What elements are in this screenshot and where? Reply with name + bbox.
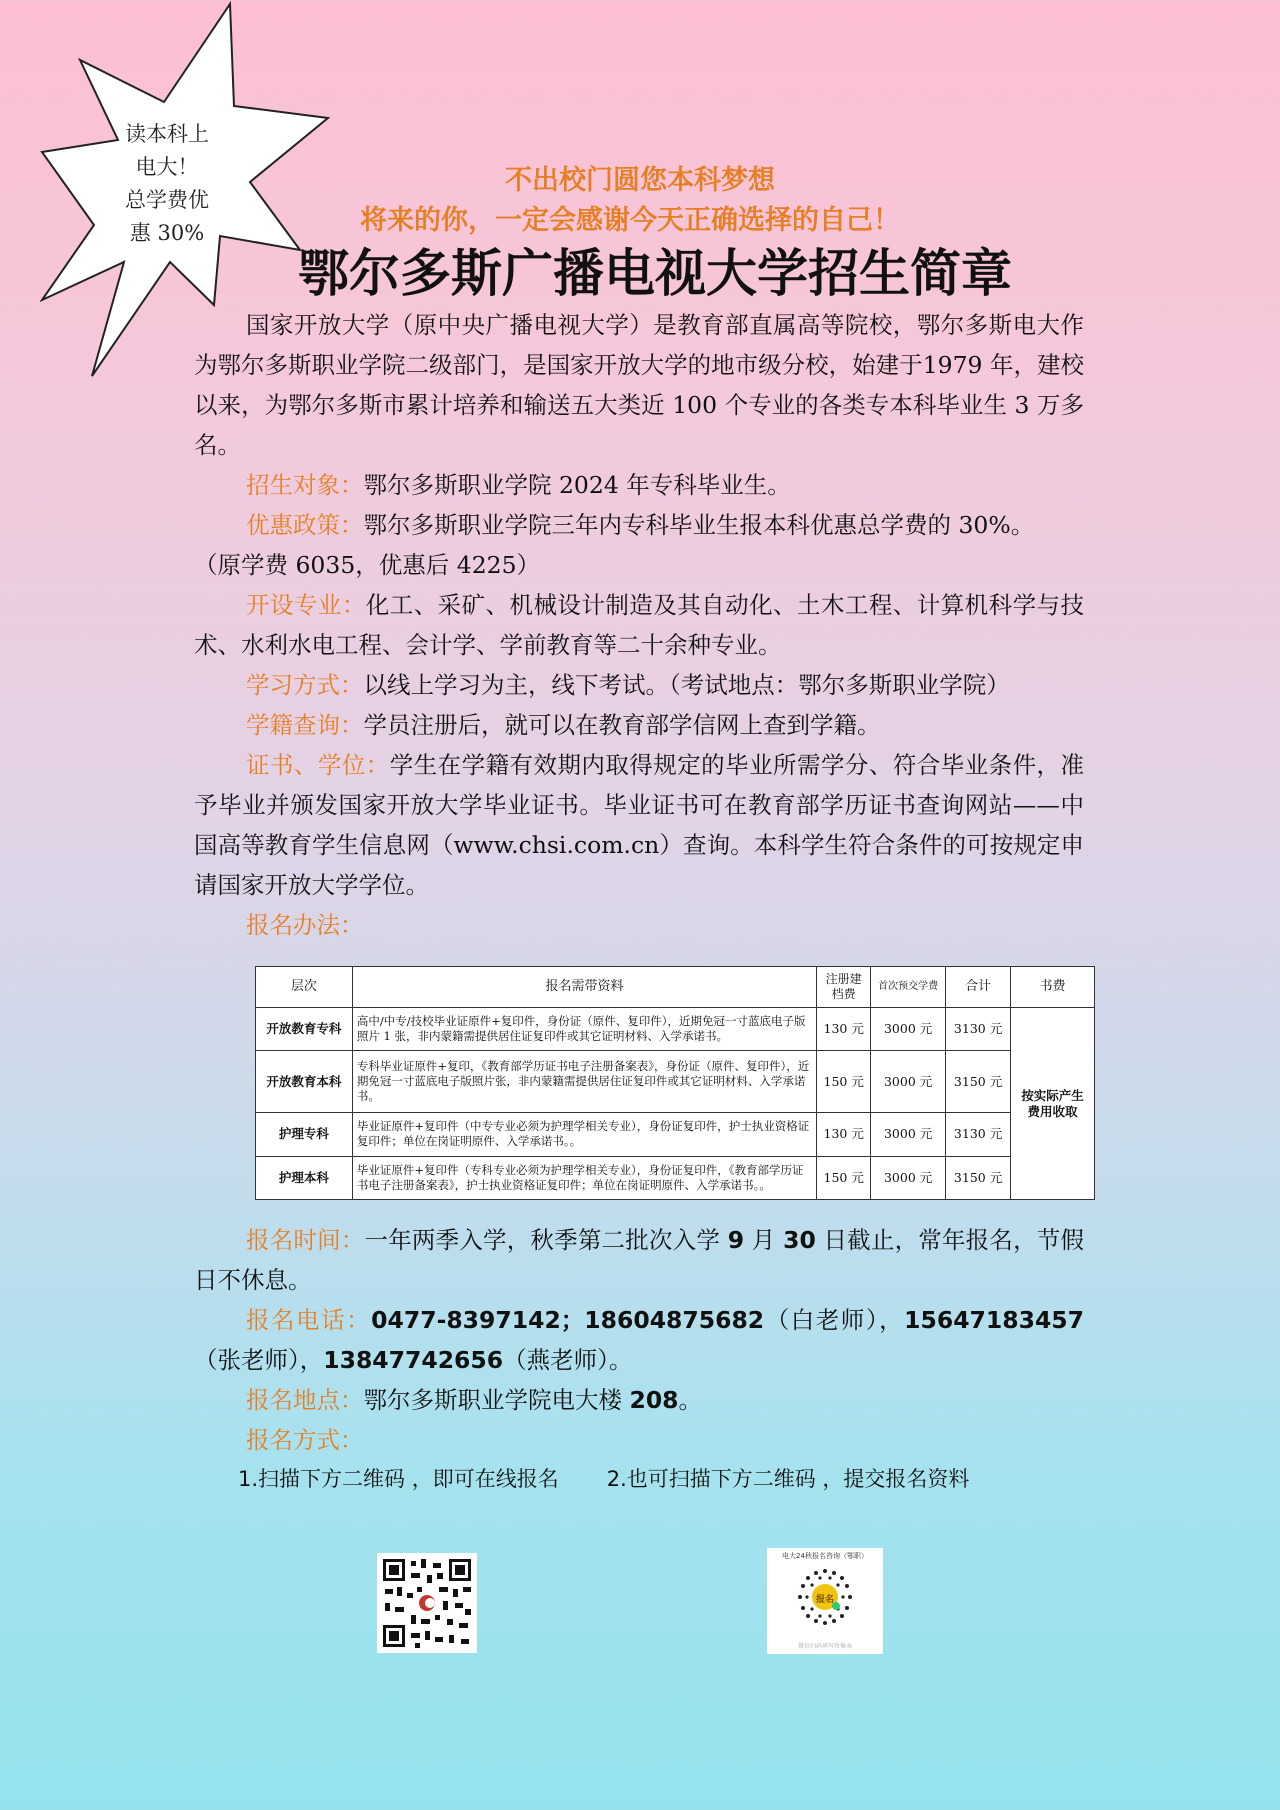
page-title: 鄂尔多斯广播电视大学招生简章 xyxy=(297,245,1012,304)
policy-label: 优惠政策： xyxy=(246,511,364,539)
row-level: 开放教育本科 xyxy=(256,1051,353,1113)
policy-note: （原学费 6035，优惠后 4225） xyxy=(194,551,541,579)
qr2-title: 电大24秋报名咨询（鄂职） xyxy=(782,1552,868,1560)
majors-label: 开设专业： xyxy=(246,591,366,619)
row-reg: 150 元 xyxy=(817,1156,871,1199)
header-docs: 报名需带资料 xyxy=(352,967,816,1008)
registration-info xyxy=(194,1220,1084,1460)
main-content xyxy=(194,305,1084,945)
header-level: 层次 xyxy=(256,967,353,1008)
status-text: 学员注册后，就可以在教育部学信网上查到学籍。 xyxy=(363,711,881,739)
row-tuition: 3000 元 xyxy=(871,1051,946,1113)
table-row xyxy=(256,1008,1095,1051)
row-docs: 高中/中专/技校毕业证原件+复印件，身份证（原件、复印件），近期免冠一寸蓝底电子版照片 1 张，非内蒙籍需提供居住证复印件或其它证明材料、入学承诺书。 xyxy=(352,1008,816,1051)
starburst-line: 总学费优 xyxy=(125,188,209,212)
books-note: 按实际产生费用收取 xyxy=(1011,1008,1095,1200)
phone-teacher-2: （张老师）， xyxy=(194,1346,324,1374)
place-end: 。 xyxy=(678,1386,703,1414)
phone-number-1: 0477-8397142；18604875682 xyxy=(371,1306,765,1334)
cert-label: 证书、学位： xyxy=(246,751,390,779)
method-paragraph xyxy=(194,1420,1084,1460)
qr-code-submit-materials[interactable] xyxy=(767,1548,883,1654)
time-text-a: 一年两季入学，秋季第二批次入学 xyxy=(364,1226,728,1254)
time-day: 30 xyxy=(783,1226,816,1254)
row-level: 护理专科 xyxy=(256,1113,353,1156)
slogan-line-2: 将来的你，一定会感谢今天正确选择的自己！ xyxy=(360,205,900,236)
qr2-footer: 微信扫码填写收集表 xyxy=(797,1643,852,1650)
apply-paragraph xyxy=(194,905,1084,945)
time-text-b: 月 xyxy=(744,1226,784,1254)
qr2-badge: 报名 xyxy=(815,1595,834,1605)
time-text-c: 日截止，常年报名，节假日不休息。 xyxy=(194,1226,1084,1294)
apply-label: 报名办法： xyxy=(246,911,364,939)
row-total: 3150 元 xyxy=(946,1051,1011,1113)
header-total: 合计 xyxy=(946,967,1011,1008)
cert-text: 学生在学籍有效期内取得规定的毕业所需学分、符合毕业条件，准予毕业并颁发国家开放大学毕业证书。毕业证书可在教育部学历证书查询网站——中国高等教育学生信息网（www.chsi.com.cn）查询。本科学生符合条件的可按规定申请国家开放大学学位。 xyxy=(194,751,1085,899)
policy-text: 鄂尔多斯职业学院三年内专科毕业生报本科优惠总学费的 30%。 xyxy=(363,511,1035,539)
target-paragraph xyxy=(194,465,1084,505)
row-level: 开放教育专科 xyxy=(256,1008,353,1051)
phone-teacher-1: （白老师）， xyxy=(764,1306,905,1334)
row-total: 3130 元 xyxy=(946,1113,1011,1156)
cert-paragraph xyxy=(194,745,1084,905)
row-reg: 150 元 xyxy=(817,1051,871,1113)
row-reg: 130 元 xyxy=(817,1008,871,1051)
row-docs: 专科毕业证原件+复印，《教育部学历证书电子注册备案表》，身份证（原件、复印件），近期免冠一寸蓝底电子版照片张，非内蒙籍需提供居住证复印件或其它证明材料、入学承诺书。 xyxy=(352,1051,816,1113)
time-paragraph xyxy=(194,1220,1084,1300)
place-paragraph xyxy=(194,1380,1084,1420)
row-level: 护理本科 xyxy=(256,1156,353,1199)
status-paragraph xyxy=(194,705,1084,745)
study-paragraph xyxy=(194,665,1084,705)
header-reg: 注册建档费 xyxy=(817,967,871,1008)
table-header-row xyxy=(256,967,1095,1008)
header-tuition: 首次预交学费 xyxy=(871,967,946,1008)
row-tuition: 3000 元 xyxy=(871,1008,946,1051)
row-tuition: 3000 元 xyxy=(871,1156,946,1199)
time-label: 报名时间： xyxy=(246,1226,365,1254)
qr-code-online-registration[interactable] xyxy=(377,1553,477,1653)
place-room: 208 xyxy=(629,1386,679,1414)
method-options xyxy=(238,1463,969,1493)
row-reg: 130 元 xyxy=(817,1113,871,1156)
study-label: 学习方式： xyxy=(246,671,364,699)
starburst-line: 惠 30% xyxy=(129,221,205,245)
time-month: 9 xyxy=(727,1226,745,1254)
phone-paragraph xyxy=(194,1300,1084,1380)
phone-teacher-3: （燕老师）。 xyxy=(503,1346,633,1374)
row-total: 3150 元 xyxy=(946,1156,1011,1199)
majors-paragraph xyxy=(194,585,1084,665)
starburst-line: 读本科上 xyxy=(125,122,209,146)
policy-paragraph xyxy=(194,505,1084,545)
study-text: 以线上学习为主，线下考试。（考试地点：鄂尔多斯职业学院） xyxy=(363,671,1010,699)
row-tuition: 3000 元 xyxy=(871,1113,946,1156)
header-books: 书费 xyxy=(1011,967,1095,1008)
status-label: 学籍查询： xyxy=(246,711,364,739)
method-option-2: 2.也可扫描下方二维码 ，提交报名资料 xyxy=(606,1467,970,1491)
method-option-1: 1.扫描下方二维码 ，即可在线报名 xyxy=(238,1467,559,1491)
slogan-line-1: 不出校门圆您本科梦想 xyxy=(505,165,775,196)
majors-text: 化工、采矿、机械设计制造及其自动化、土木工程、计算机科学与技术、水利水电工程、会计学、学前教育等二十余种专业。 xyxy=(194,591,1085,659)
phone-number-2: 15647183457 xyxy=(904,1306,1085,1334)
starburst-line: 电大！ xyxy=(135,155,199,179)
method-label: 报名方式： xyxy=(246,1426,364,1454)
place-text: 鄂尔多斯职业学院电大楼 xyxy=(363,1386,630,1414)
phone-label: 报名电话： xyxy=(246,1306,372,1334)
target-text: 鄂尔多斯职业学院 2024 年专科毕业生。 xyxy=(363,471,791,499)
row-total: 3130 元 xyxy=(946,1008,1011,1051)
table-row xyxy=(256,1156,1095,1199)
table-row xyxy=(256,1051,1095,1113)
place-label: 报名地点： xyxy=(246,1386,364,1414)
target-label: 招生对象： xyxy=(246,471,364,499)
fee-table xyxy=(255,966,1095,1200)
row-docs: 毕业证原件+复印件（专科专业必须为护理学相关专业），身份证复印件，《教育部学历证书电子注册备案表》，护士执业资格证复印件；单位在岗证明原件、入学承诺书。。 xyxy=(352,1156,816,1199)
table-row xyxy=(256,1113,1095,1156)
phone-number-3: 13847742656 xyxy=(323,1346,504,1374)
intro-paragraph: 国家开放大学（原中央广播电视大学）是教育部直属高等院校，鄂尔多斯电大作为鄂尔多斯职业学院二级部门，是国家开放大学的地市级分校，始建于1979 年，建校以来，为鄂尔多斯市累计培养和输送五大类近 100 个专业的各类专本科毕业生 3 万多名。 xyxy=(194,311,1084,459)
row-docs: 毕业证原件+复印件（中专专业必须为护理学相关专业），身份证复印件，护士执业资格证复印件；单位在岗证明原件、入学承诺书。。 xyxy=(352,1113,816,1156)
